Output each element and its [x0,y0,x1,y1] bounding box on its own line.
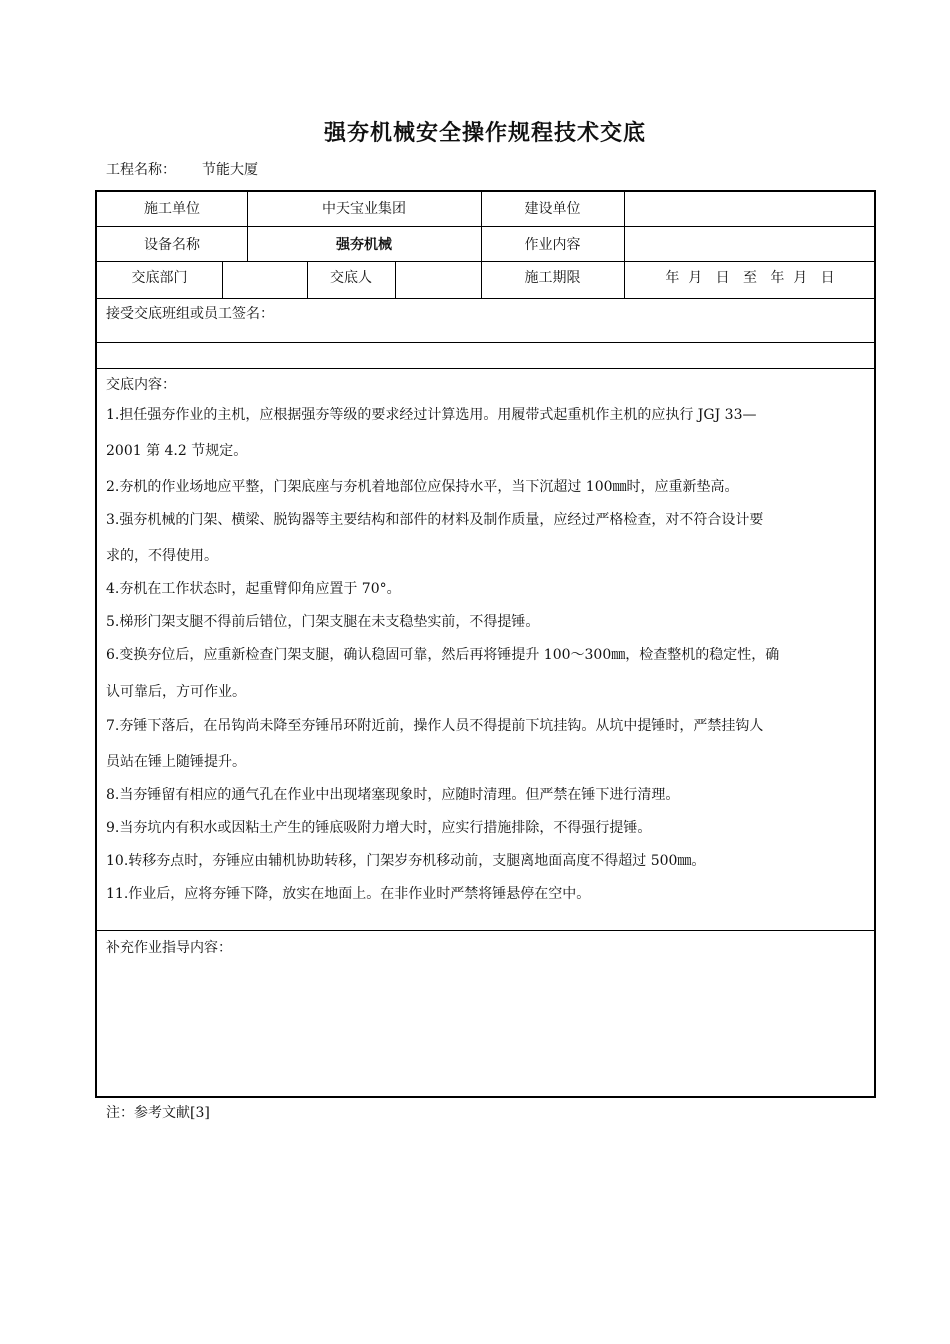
content-line: 10.转移夯点时，夯锤应由辅机协助转移，门架岁夯机移动前，支腿离地面高度不得超过 500㎜。 [106,853,706,869]
content-line: 员站在锤上随锤提升。 [106,754,246,770]
content-line: 1.担任强夯作业的主机，应根据强夯等级的要求经过计算选用。用履带式起重机作主机的应执行 JGJ 33— [106,407,757,423]
document-title: 强夯机械安全操作规程技术交底 [323,121,646,146]
content-line: 5.梯形门架支腿不得前后错位，门架支腿在未支稳垫实前，不得提锤。 [106,614,540,630]
row-divider [97,368,874,369]
project-value: 节能大厦 [202,162,258,178]
signature-label: 接受交底班组或员工签名： [106,306,274,322]
work-content-label: 作业内容 [524,236,581,253]
row-divider [97,930,874,931]
construction-unit-value: 中天宝业集团 [322,201,406,217]
content-label: 交底内容： [106,377,176,393]
work-content-value [624,226,876,261]
construction-period-label: 施工期限 [524,270,581,286]
equipment-name-label: 设备名称 [144,236,200,253]
reference-note: 注：参考文献[3] [106,1105,210,1121]
construction-unit-label: 施工单位 [144,201,200,217]
builder-unit-value [624,192,876,224]
row-divider [97,342,874,343]
project-name [106,159,258,179]
content-line: 3.强夯机械的门架、横梁、脱钩器等主要结构和部件的材料及制作质量，应经过严格检查，对不符合设计要 [106,512,764,528]
content-line: 求的，不得使用。 [106,548,218,564]
project-label: 工程名称： [106,162,176,178]
disclosure-dept-label: 交底部门 [131,270,188,286]
content-line: 11.作业后，应将夯锤下降，放实在地面上。在非作业时严禁将锤悬停在空中。 [106,886,591,902]
content-line: 2001 第 4.2 节规定。 [106,443,248,459]
content-line: 8.当夯锤留有相应的通气孔在作业中出现堵塞现象时，应随时清理。但严禁在锤下进行清理。 [106,787,680,803]
disclosure-dept-value [222,261,307,293]
content-line: 7.夯锤下落后，在吊钩尚未降至夯锤吊环附近前，操作人员不得提前下坑挂钩。从坑中提锤时，严禁挂钩人 [106,718,764,734]
builder-unit-label: 建设单位 [524,201,581,217]
discloser-label: 交底人 [330,270,372,286]
content-line: 6.变换夯位后，应重新检查门架支腿，确认稳固可靠，然后再将锤提升 100～300㎜，检查整机的稳定性，确 [106,647,780,663]
discloser-value [395,261,481,293]
content-line: 9.当夯坑内有积水或因粘土产生的锤底吸附力增大时，应实行措施排除，不得强行提锤。 [106,820,652,836]
equipment-name-value: 强夯机械 [336,236,392,253]
supplement-label: 补充作业指导内容： [106,940,232,956]
content-line: 2.夯机的作业场地应平整，门架底座与夯机着地部位应保持水平，当下沉超过 100㎜时，应重新垫高。 [106,479,739,495]
content-line: 4.夯机在工作状态时，起重臂仰角应置于 70°。 [106,581,401,597]
row-divider [97,298,874,299]
content-line: 认可靠后，方可作业。 [106,684,246,700]
disclosure-table [95,190,876,1098]
construction-period-value: 年 月 日 至 年 月 日 [665,270,835,286]
